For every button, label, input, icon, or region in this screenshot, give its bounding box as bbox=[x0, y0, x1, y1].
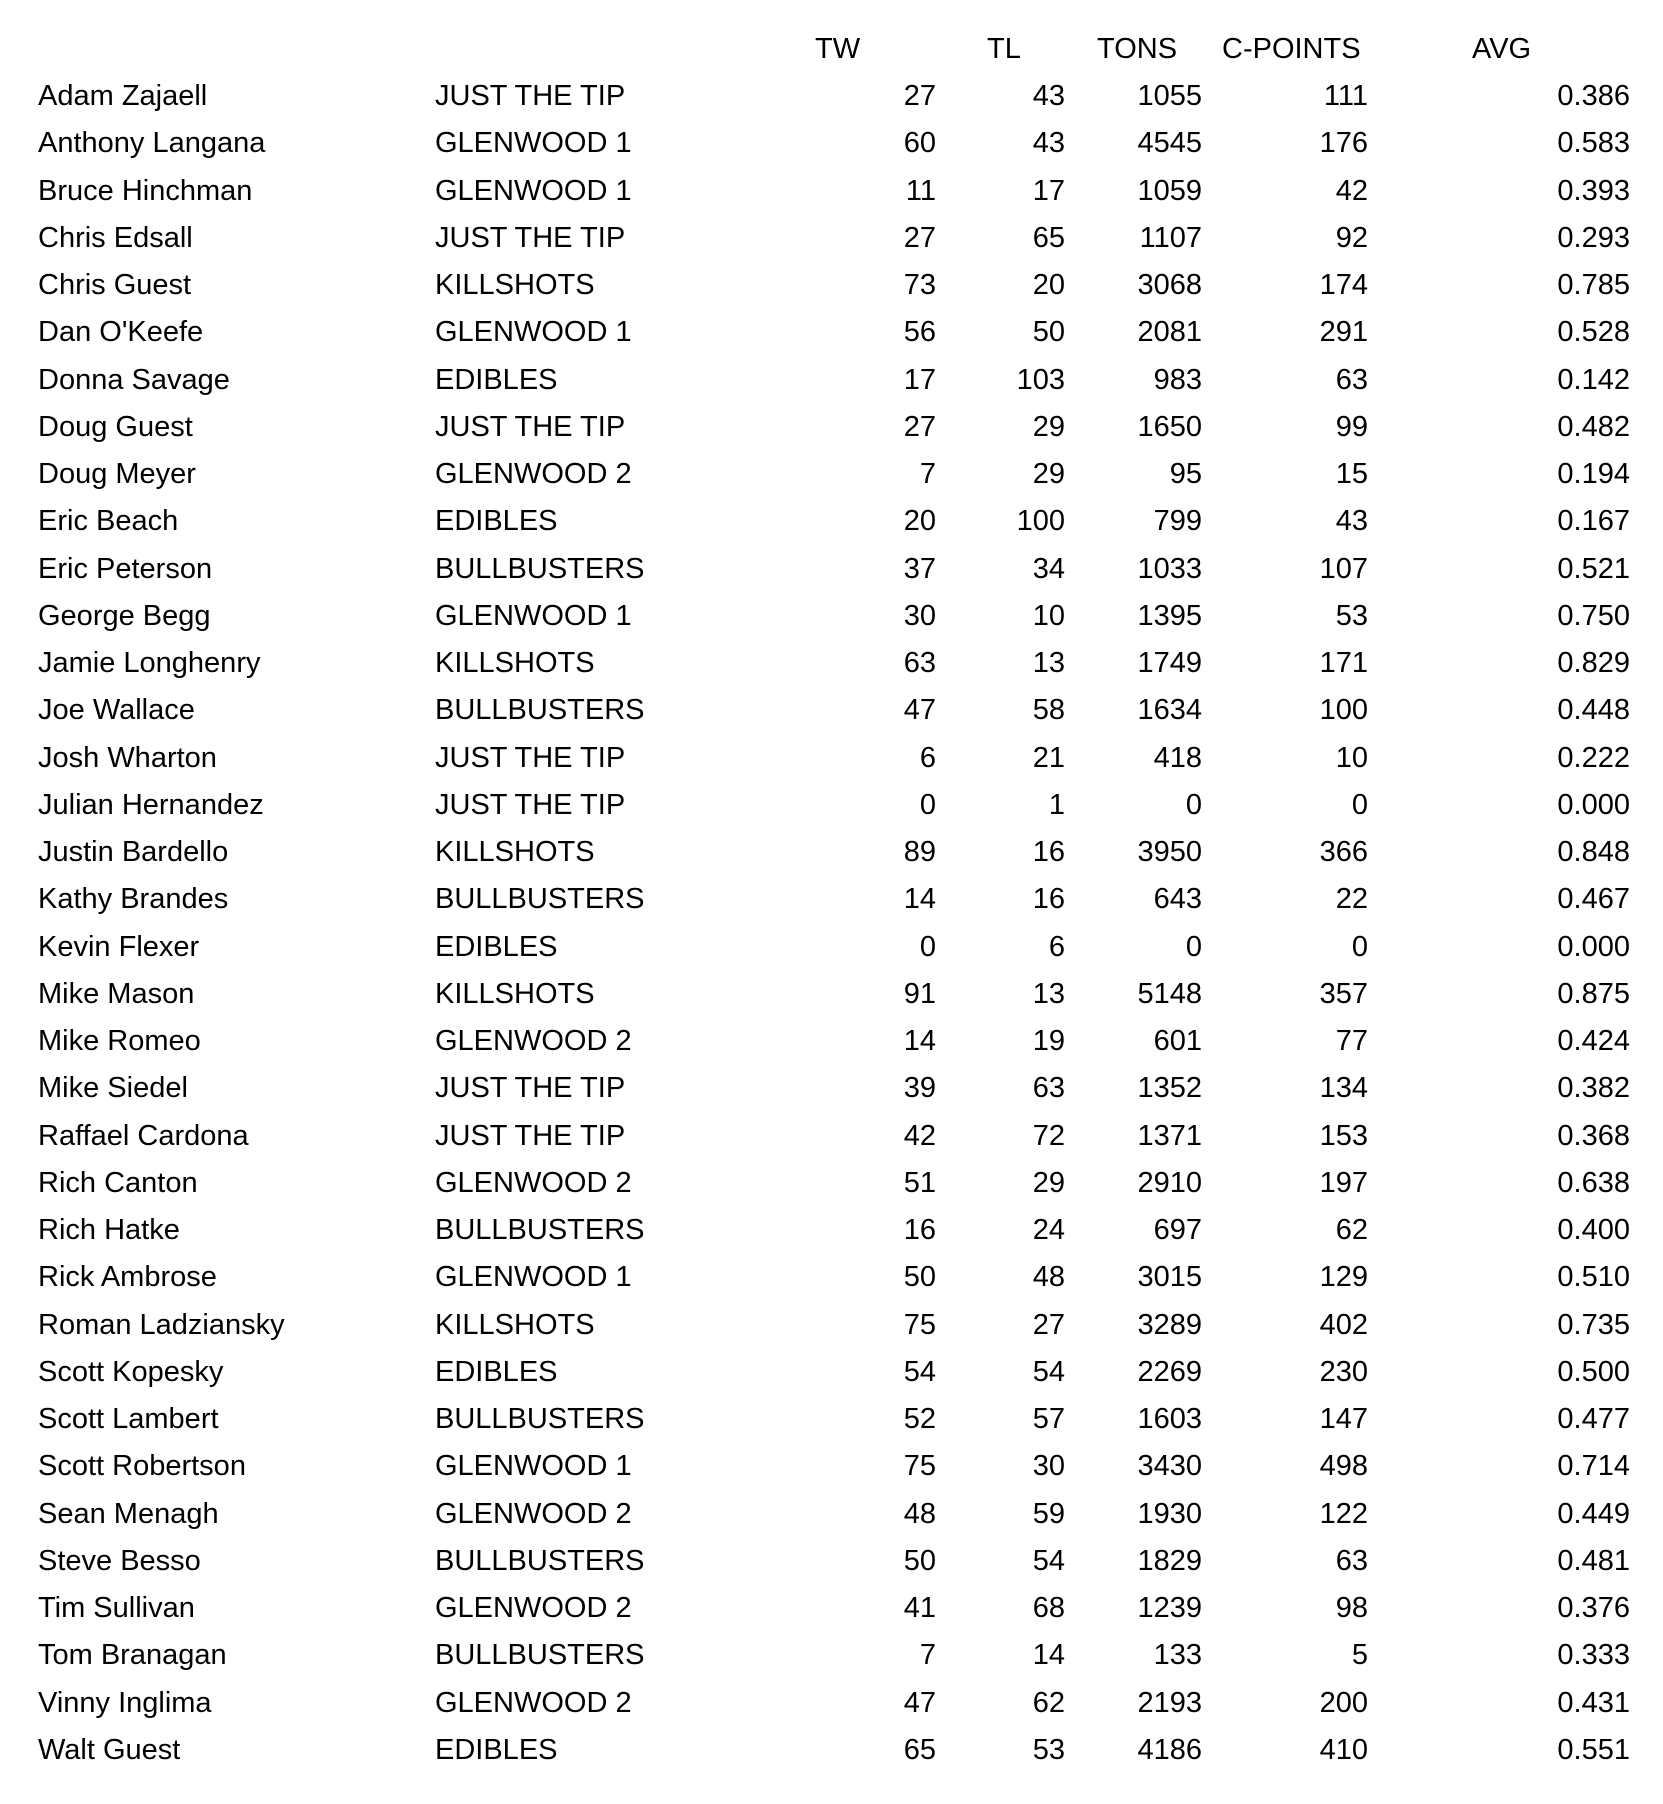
player-name: Chris Guest bbox=[38, 269, 192, 301]
tl-value: 72 bbox=[1032, 1119, 1065, 1152]
player-name: Scott Robertson bbox=[38, 1450, 246, 1483]
tons-value: 1059 bbox=[1137, 174, 1202, 207]
avg-value: 0.368 bbox=[1557, 1119, 1630, 1152]
tw-value: 73 bbox=[903, 269, 936, 301]
team-name: JUST THE TIP bbox=[435, 80, 626, 112]
avg-value: 0.400 bbox=[1557, 1214, 1630, 1246]
avg-value: 0.481 bbox=[1557, 1544, 1630, 1577]
table-row bbox=[0, 1491, 1663, 1537]
table-row bbox=[0, 1632, 1663, 1678]
tw-value: 7 bbox=[919, 458, 936, 490]
c-points-value: 366 bbox=[1319, 836, 1368, 868]
table-row bbox=[0, 1538, 1663, 1584]
table-row bbox=[0, 1160, 1663, 1206]
avg-value: 0.376 bbox=[1557, 1592, 1630, 1624]
tw-value: 41 bbox=[903, 1592, 936, 1624]
tl-value: 54 bbox=[1032, 1544, 1065, 1577]
c-points-value: 99 bbox=[1335, 410, 1368, 443]
c-points-value: 197 bbox=[1319, 1166, 1368, 1199]
team-name: GLENWOOD 1 bbox=[435, 316, 632, 349]
team-name: EDIBLES bbox=[435, 1733, 558, 1766]
c-points-value: 63 bbox=[1335, 1544, 1368, 1577]
tons-value: 1395 bbox=[1137, 599, 1202, 632]
tw-value: 75 bbox=[903, 1450, 936, 1483]
tl-value: 10 bbox=[1032, 599, 1065, 632]
tl-value: 1 bbox=[1048, 788, 1065, 821]
tw-value: 16 bbox=[903, 1214, 936, 1246]
table-row bbox=[0, 1113, 1663, 1159]
team-name: GLENWOOD 1 bbox=[435, 599, 632, 632]
c-points-value: 10 bbox=[1335, 741, 1368, 774]
tl-value: 14 bbox=[1032, 1639, 1065, 1672]
player-name: Mike Mason bbox=[38, 977, 195, 1010]
team-name: JUST THE TIP bbox=[435, 1072, 626, 1105]
avg-value: 0.528 bbox=[1557, 316, 1630, 349]
table-row bbox=[0, 215, 1663, 261]
team-name: BULLBUSTERS bbox=[435, 1544, 645, 1577]
tl-value: 17 bbox=[1032, 174, 1065, 207]
tw-value: 0 bbox=[919, 788, 936, 821]
table-row bbox=[0, 687, 1663, 733]
player-name: Chris Edsall bbox=[38, 221, 193, 254]
tw-value: 52 bbox=[903, 1403, 936, 1435]
avg-value: 0.785 bbox=[1557, 269, 1630, 301]
avg-value: 0.735 bbox=[1557, 1308, 1630, 1341]
avg-value: 0.431 bbox=[1557, 1686, 1630, 1719]
tons-value: 0 bbox=[1185, 930, 1202, 963]
c-points-value: 0 bbox=[1351, 930, 1368, 963]
header-tl: TL bbox=[987, 33, 1021, 65]
team-name: JUST THE TIP bbox=[435, 410, 626, 443]
table-row bbox=[0, 1018, 1663, 1064]
c-points-value: 291 bbox=[1319, 316, 1368, 349]
team-name: GLENWOOD 1 bbox=[435, 1261, 632, 1294]
c-points-value: 98 bbox=[1335, 1592, 1368, 1624]
tons-value: 4186 bbox=[1137, 1733, 1202, 1766]
tw-value: 51 bbox=[903, 1166, 936, 1199]
avg-value: 0.000 bbox=[1557, 788, 1630, 821]
player-name: Mike Romeo bbox=[38, 1025, 201, 1057]
c-points-value: 42 bbox=[1335, 174, 1368, 207]
team-name: GLENWOOD 2 bbox=[435, 1497, 632, 1530]
team-name: GLENWOOD 1 bbox=[435, 174, 632, 207]
player-name: Bruce Hinchman bbox=[38, 174, 253, 207]
avg-value: 0.848 bbox=[1557, 836, 1630, 868]
avg-value: 0.142 bbox=[1557, 363, 1630, 396]
tl-value: 29 bbox=[1032, 1166, 1065, 1199]
avg-value: 0.510 bbox=[1557, 1261, 1630, 1294]
c-points-value: 230 bbox=[1319, 1355, 1368, 1388]
player-name: Scott Lambert bbox=[38, 1403, 219, 1435]
team-name: GLENWOOD 1 bbox=[435, 1450, 632, 1483]
player-name: Roman Ladziansky bbox=[38, 1308, 285, 1341]
c-points-value: 122 bbox=[1319, 1497, 1368, 1530]
player-name: Joe Wallace bbox=[38, 694, 195, 727]
c-points-value: 200 bbox=[1319, 1686, 1368, 1719]
team-name: JUST THE TIP bbox=[435, 788, 626, 821]
player-name: Rich Canton bbox=[38, 1166, 198, 1199]
tons-value: 3289 bbox=[1137, 1308, 1202, 1341]
c-points-value: 402 bbox=[1319, 1308, 1368, 1341]
team-name: KILLSHOTS bbox=[435, 647, 595, 679]
table-row bbox=[0, 876, 1663, 922]
tons-value: 95 bbox=[1169, 458, 1202, 490]
tl-value: 21 bbox=[1032, 741, 1065, 774]
table-row bbox=[0, 1065, 1663, 1111]
team-name: KILLSHOTS bbox=[435, 269, 595, 301]
tl-value: 54 bbox=[1032, 1355, 1065, 1388]
tons-value: 418 bbox=[1153, 741, 1202, 774]
team-name: BULLBUSTERS bbox=[435, 552, 645, 585]
tw-value: 54 bbox=[903, 1355, 936, 1388]
tons-value: 3015 bbox=[1137, 1261, 1202, 1294]
table-row bbox=[0, 262, 1663, 308]
tl-value: 6 bbox=[1048, 930, 1065, 963]
avg-value: 0.167 bbox=[1557, 505, 1630, 538]
c-points-value: 410 bbox=[1319, 1733, 1368, 1766]
tons-value: 1634 bbox=[1137, 694, 1202, 727]
tons-value: 601 bbox=[1153, 1025, 1202, 1057]
tl-value: 59 bbox=[1032, 1497, 1065, 1530]
player-name: Rich Hatke bbox=[38, 1214, 180, 1246]
tw-value: 47 bbox=[903, 1686, 936, 1719]
player-name: Justin Bardello bbox=[38, 836, 229, 868]
c-points-value: 5 bbox=[1351, 1639, 1368, 1672]
tw-value: 65 bbox=[903, 1733, 936, 1766]
c-points-value: 147 bbox=[1319, 1403, 1368, 1435]
c-points-value: 498 bbox=[1319, 1450, 1368, 1483]
player-name: George Begg bbox=[38, 599, 211, 632]
tl-value: 48 bbox=[1032, 1261, 1065, 1294]
tons-value: 1033 bbox=[1137, 552, 1202, 585]
tw-value: 47 bbox=[903, 694, 936, 727]
tw-value: 56 bbox=[903, 316, 936, 349]
tons-value: 2193 bbox=[1137, 1686, 1202, 1719]
tons-value: 1603 bbox=[1137, 1403, 1202, 1435]
avg-value: 0.714 bbox=[1557, 1450, 1630, 1483]
avg-value: 0.333 bbox=[1557, 1639, 1630, 1672]
team-name: GLENWOOD 1 bbox=[435, 127, 632, 160]
tons-value: 3950 bbox=[1137, 836, 1202, 868]
tons-value: 2269 bbox=[1137, 1355, 1202, 1388]
tl-value: 13 bbox=[1032, 647, 1065, 679]
avg-value: 0.551 bbox=[1557, 1733, 1630, 1766]
avg-value: 0.000 bbox=[1557, 930, 1630, 963]
header-tons: TONS bbox=[1097, 33, 1178, 65]
table-row bbox=[0, 451, 1663, 497]
tw-value: 0 bbox=[919, 930, 936, 963]
header-tw: TW bbox=[815, 33, 861, 65]
tw-value: 91 bbox=[903, 977, 936, 1010]
tw-value: 27 bbox=[903, 80, 936, 112]
tons-value: 1650 bbox=[1137, 410, 1202, 443]
avg-value: 0.750 bbox=[1557, 599, 1630, 632]
tl-value: 58 bbox=[1032, 694, 1065, 727]
player-name: Jamie Longhenry bbox=[38, 647, 261, 679]
team-name: EDIBLES bbox=[435, 930, 558, 963]
tw-value: 37 bbox=[903, 552, 936, 585]
team-name: GLENWOOD 2 bbox=[435, 1025, 632, 1057]
tons-value: 1371 bbox=[1137, 1119, 1202, 1152]
tl-value: 100 bbox=[1016, 505, 1065, 538]
table-row bbox=[0, 120, 1663, 166]
player-name: Eric Beach bbox=[38, 505, 179, 538]
tl-value: 34 bbox=[1032, 552, 1065, 585]
tons-value: 133 bbox=[1153, 1639, 1202, 1672]
c-points-value: 171 bbox=[1319, 647, 1368, 679]
avg-value: 0.424 bbox=[1557, 1025, 1630, 1057]
table-row bbox=[0, 1680, 1663, 1726]
c-points-value: 111 bbox=[1323, 80, 1368, 112]
player-name: Tom Branagan bbox=[38, 1639, 227, 1672]
tons-value: 1829 bbox=[1137, 1544, 1202, 1577]
tl-value: 19 bbox=[1032, 1025, 1065, 1057]
player-name: Mike Siedel bbox=[38, 1072, 188, 1105]
tons-value: 1749 bbox=[1137, 647, 1202, 679]
table-row bbox=[0, 782, 1663, 828]
avg-value: 0.500 bbox=[1557, 1355, 1630, 1388]
tw-value: 30 bbox=[903, 599, 936, 632]
tons-value: 2910 bbox=[1137, 1166, 1202, 1199]
c-points-value: 153 bbox=[1319, 1119, 1368, 1152]
c-points-value: 63 bbox=[1335, 363, 1368, 396]
tl-value: 16 bbox=[1032, 883, 1065, 916]
tons-value: 1930 bbox=[1137, 1497, 1202, 1530]
c-points-value: 174 bbox=[1319, 269, 1368, 301]
avg-value: 0.638 bbox=[1557, 1166, 1630, 1199]
tons-value: 0 bbox=[1185, 788, 1202, 821]
tl-value: 103 bbox=[1016, 363, 1065, 396]
player-name: Kathy Brandes bbox=[38, 883, 229, 916]
table-row bbox=[0, 1302, 1663, 1348]
player-name: Sean Menagh bbox=[38, 1497, 219, 1530]
player-name: Julian Hernandez bbox=[38, 788, 264, 821]
tl-value: 20 bbox=[1032, 269, 1065, 301]
avg-value: 0.482 bbox=[1557, 410, 1630, 443]
tons-value: 1239 bbox=[1137, 1592, 1202, 1624]
table-row bbox=[0, 829, 1663, 875]
avg-value: 0.194 bbox=[1557, 458, 1630, 490]
team-name: GLENWOOD 2 bbox=[435, 458, 632, 490]
avg-value: 0.583 bbox=[1557, 127, 1630, 160]
tl-value: 62 bbox=[1032, 1686, 1065, 1719]
tl-value: 29 bbox=[1032, 458, 1065, 490]
team-name: GLENWOOD 2 bbox=[435, 1592, 632, 1624]
avg-value: 0.829 bbox=[1557, 647, 1630, 679]
team-name: EDIBLES bbox=[435, 1355, 558, 1388]
avg-value: 0.448 bbox=[1557, 694, 1630, 727]
c-points-value: 107 bbox=[1319, 552, 1368, 585]
team-name: JUST THE TIP bbox=[435, 1119, 626, 1152]
team-name: JUST THE TIP bbox=[435, 221, 626, 254]
table-row bbox=[0, 309, 1663, 355]
tl-value: 50 bbox=[1032, 316, 1065, 349]
tw-value: 20 bbox=[903, 505, 936, 538]
tons-value: 3068 bbox=[1137, 269, 1202, 301]
player-name: Rick Ambrose bbox=[38, 1261, 217, 1294]
tons-value: 4545 bbox=[1137, 127, 1202, 160]
player-name: Steve Besso bbox=[38, 1544, 201, 1577]
c-points-value: 129 bbox=[1319, 1261, 1368, 1294]
c-points-value: 15 bbox=[1335, 458, 1368, 490]
tons-value: 1055 bbox=[1137, 80, 1202, 112]
player-name: Scott Kopesky bbox=[38, 1355, 224, 1388]
tl-value: 43 bbox=[1032, 127, 1065, 160]
tl-value: 24 bbox=[1032, 1214, 1065, 1246]
tw-value: 39 bbox=[903, 1072, 936, 1105]
c-points-value: 0 bbox=[1351, 788, 1368, 821]
avg-value: 0.382 bbox=[1557, 1072, 1630, 1105]
player-name: Tim Sullivan bbox=[38, 1592, 195, 1624]
c-points-value: 100 bbox=[1319, 694, 1368, 727]
tw-value: 75 bbox=[903, 1308, 936, 1341]
table-row bbox=[0, 640, 1663, 686]
tons-value: 697 bbox=[1153, 1214, 1202, 1246]
player-name: Raffael Cardona bbox=[38, 1119, 249, 1152]
c-points-value: 43 bbox=[1335, 505, 1368, 538]
avg-value: 0.477 bbox=[1557, 1403, 1630, 1435]
team-name: BULLBUSTERS bbox=[435, 694, 645, 727]
tl-value: 65 bbox=[1032, 221, 1065, 254]
team-name: BULLBUSTERS bbox=[435, 1403, 645, 1435]
team-name: KILLSHOTS bbox=[435, 1308, 595, 1341]
tw-value: 48 bbox=[903, 1497, 936, 1530]
tl-value: 68 bbox=[1032, 1592, 1065, 1624]
table-row bbox=[0, 971, 1663, 1017]
tw-value: 63 bbox=[903, 647, 936, 679]
tw-value: 27 bbox=[903, 221, 936, 254]
avg-value: 0.467 bbox=[1557, 883, 1630, 916]
c-points-value: 77 bbox=[1335, 1025, 1368, 1057]
player-name: Doug Guest bbox=[38, 410, 193, 443]
avg-value: 0.386 bbox=[1557, 80, 1630, 112]
avg-value: 0.521 bbox=[1557, 552, 1630, 585]
player-name: Dan O'Keefe bbox=[38, 316, 204, 349]
avg-value: 0.875 bbox=[1557, 977, 1630, 1010]
tons-value: 2081 bbox=[1137, 316, 1202, 349]
tl-value: 13 bbox=[1032, 977, 1065, 1010]
player-name: Josh Wharton bbox=[38, 741, 217, 774]
avg-value: 0.449 bbox=[1557, 1497, 1630, 1530]
table-row bbox=[0, 404, 1663, 450]
tw-value: 50 bbox=[903, 1544, 936, 1577]
tw-value: 60 bbox=[903, 127, 936, 160]
table-row bbox=[0, 1585, 1663, 1631]
avg-value: 0.293 bbox=[1557, 221, 1630, 254]
team-name: BULLBUSTERS bbox=[435, 883, 645, 916]
team-name: KILLSHOTS bbox=[435, 977, 595, 1010]
player-name: Walt Guest bbox=[38, 1733, 181, 1766]
team-name: GLENWOOD 2 bbox=[435, 1686, 632, 1719]
table-row bbox=[0, 498, 1663, 544]
tw-value: 14 bbox=[903, 883, 936, 916]
table-row bbox=[0, 357, 1663, 403]
table-row bbox=[0, 1254, 1663, 1300]
c-points-value: 357 bbox=[1319, 977, 1368, 1010]
tons-value: 1107 bbox=[1139, 221, 1202, 254]
table-row bbox=[0, 1443, 1663, 1489]
table-row bbox=[0, 168, 1663, 214]
header-avg: AVG bbox=[1472, 33, 1532, 65]
table-row bbox=[0, 1727, 1663, 1773]
header-row bbox=[0, 26, 1663, 72]
team-name: EDIBLES bbox=[435, 363, 558, 396]
tl-value: 63 bbox=[1032, 1072, 1065, 1105]
tons-value: 5148 bbox=[1137, 977, 1202, 1010]
header-c-points: C-POINTS bbox=[1222, 33, 1361, 65]
tl-value: 53 bbox=[1032, 1733, 1065, 1766]
table-row bbox=[0, 924, 1663, 970]
tons-value: 983 bbox=[1153, 363, 1202, 396]
team-name: BULLBUSTERS bbox=[435, 1639, 645, 1672]
tons-value: 643 bbox=[1153, 883, 1202, 916]
team-name: JUST THE TIP bbox=[435, 741, 626, 774]
team-name: BULLBUSTERS bbox=[435, 1214, 645, 1246]
tl-value: 27 bbox=[1032, 1308, 1065, 1341]
c-points-value: 92 bbox=[1335, 221, 1368, 254]
player-name: Vinny Inglima bbox=[38, 1686, 212, 1719]
player-name: Eric Peterson bbox=[38, 552, 213, 585]
tw-value: 17 bbox=[903, 363, 936, 396]
tw-value: 11 bbox=[905, 174, 936, 207]
c-points-value: 62 bbox=[1335, 1214, 1368, 1246]
tl-value: 30 bbox=[1032, 1450, 1065, 1483]
table-row bbox=[0, 1396, 1663, 1442]
tw-value: 27 bbox=[903, 410, 936, 443]
player-name: Adam Zajaell bbox=[38, 80, 208, 112]
player-name: Doug Meyer bbox=[38, 458, 196, 490]
table-row bbox=[0, 73, 1663, 119]
table-row bbox=[0, 593, 1663, 639]
c-points-value: 176 bbox=[1319, 127, 1368, 160]
tons-value: 1352 bbox=[1137, 1072, 1202, 1105]
tons-value: 3430 bbox=[1137, 1450, 1202, 1483]
tw-value: 6 bbox=[919, 741, 936, 774]
team-name: GLENWOOD 2 bbox=[435, 1166, 632, 1199]
table-row bbox=[0, 546, 1663, 592]
avg-value: 0.393 bbox=[1557, 174, 1630, 207]
player-name: Anthony Langana bbox=[38, 127, 266, 160]
team-name: KILLSHOTS bbox=[435, 836, 595, 868]
c-points-value: 134 bbox=[1319, 1072, 1368, 1105]
table-row bbox=[0, 1349, 1663, 1395]
table-row bbox=[0, 1207, 1663, 1253]
tw-value: 50 bbox=[903, 1261, 936, 1294]
tw-value: 14 bbox=[903, 1025, 936, 1057]
c-points-value: 22 bbox=[1335, 883, 1368, 916]
c-points-value: 53 bbox=[1335, 599, 1368, 632]
tl-value: 43 bbox=[1032, 80, 1065, 112]
player-name: Kevin Flexer bbox=[38, 930, 200, 963]
tl-value: 29 bbox=[1032, 410, 1065, 443]
tons-value: 799 bbox=[1153, 505, 1202, 538]
tw-value: 7 bbox=[919, 1639, 936, 1672]
avg-value: 0.222 bbox=[1557, 741, 1630, 774]
tl-value: 57 bbox=[1032, 1403, 1065, 1435]
tw-value: 89 bbox=[903, 836, 936, 868]
tl-value: 16 bbox=[1032, 836, 1065, 868]
team-name: EDIBLES bbox=[435, 505, 558, 538]
player-name: Donna Savage bbox=[38, 363, 230, 396]
tw-value: 42 bbox=[903, 1119, 936, 1152]
table-row bbox=[0, 735, 1663, 781]
